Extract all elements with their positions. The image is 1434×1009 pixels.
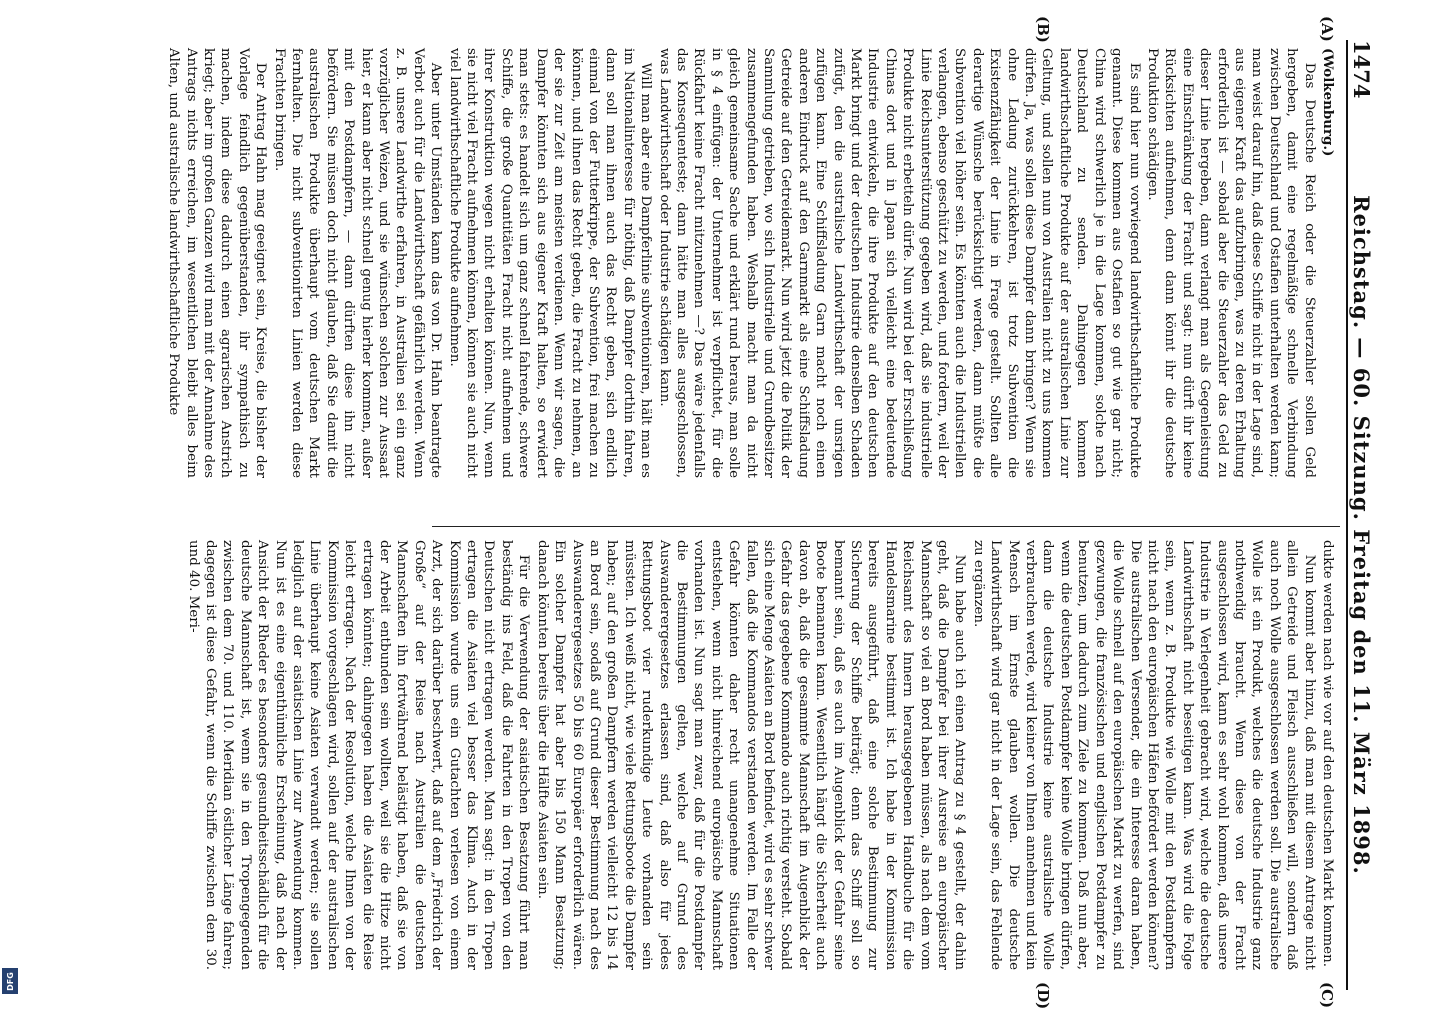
paragraph: Der Antrag Hahn mag geeignet sein, Kreise, die bisher der Vorlage feindlich gegenüberstanden, ihr sympathisch zu machen, indem diese dadurch einen agrarischen Anstrich kriegt; aber im großen Ganzen wird man mit der Annahme des Antrags nichts erreichen, im wesentlichen bleibt alles beim Alten, und australische landwirthschaftliche Produkte <box>166 48 269 478</box>
margin-marker-a: (A) <box>1318 16 1336 42</box>
dfg-logo-text: DFG <box>5 971 15 991</box>
dfg-logo <box>2 968 18 994</box>
paragraph: Aber unter Umständen kann das von Dr. Hahn beantragte Verbot auch für die Landwirthschaft gefährlich werden. Wenn z. B. unsere Landwirthe erfahren, in Australien sei ein ganz vorzüglicher Weizen, und sie wünschen solchen zur Aussaat hier, er kann aber nicht schnell genug hierher kommen, außer mit den Postdampfern, — dann dürften diese ihn nicht befördern. Sie müssen doch nicht glauben, daß Sie damit die australischen Produkte überhaupt vom deutschen Markt fernhalten. Die nicht subventionirten Linien werden diese Frachten bringen. <box>271 48 444 478</box>
paragraph: Das Deutsche Reich oder die Steuerzahler sollen Geld hergeben, damit eine regelmäßige schnelle Verbindung zwischen Deutschland und Ostafien unterhalten werden kann; man weist darauf hin, daß diese Schiffe nicht in der Lage sind, aus eigener Kraft das aufzubringen, was zu deren Erhaltung erforderlich ist — sobald aber die Steuerzahler das Geld zu dieser Linie hergeben, dann verlangt man als Gegenleistung eine Einschränkung der Fracht und sagt: nun dürft ihr keine Rücksichten aufnehmen, denn dann könnt ihr die deutsche Produktion schädigen. <box>1144 48 1317 478</box>
digitization-credit <box>0 0 5 640</box>
margin-marker-c: (C) <box>1318 982 1336 1009</box>
right-column <box>185 540 1336 970</box>
page-header <box>1346 40 1378 990</box>
column-divider <box>432 526 1340 527</box>
paragraph: Nun kommt aber hinzu, daß man mit diesem Antrage nicht allein Getreide und Fleisch ausschließen will, sondern daß auch noch Wolle ausgeschlossen werden soll. Die australische Wolle ist ein Produkt, welches die deutsche Industrie ganz nothwendig braucht. Wenn diese von der Fracht ausgeschlossen wird, kann es sehr wohl kommen, daß unsere Industrie in Verlegenheit gebracht wird, welche die deutsche Landwirthschaft nicht beseitigen kann. Was wird die Folge sein, wenn z. B. Produkte wie Wolle mit den Postdampfern nicht nach den europäischen Häfen befördert werden können? Die australischen Versender, die ein Interesse daran haben, die Wolle schnell auf den europäischen Markt zu werfen, sind gezwungen, die französischen und englischen Postdampfer zu benutzen, um dadurch zum Ziele zu kommen. Daß nun aber, wenn die deutschen Postdampfer keine Wolle bringen dürfen, dann die deutsche Industrie keine australische Wolle verbrauchen werde, wird keiner von Ihnen annehmen und kein Mensch im Ernste glauben wollen. Die deutsche Landwirthschaft wird gar nicht in der Lage sein, das Fehlende zu ergänzen. <box>970 540 1317 970</box>
paragraph: Es sind hier nun vorwiegend landwirthschaftliche Produkte genannt. Diese kommen aus Ostafien so gut wie gar nicht; China wird schwerlich je in die Lage kommen, solche nach Deutschland zu senden. Dahingegen kommen landwirthschaftliche Produkte auf der australischen Linie zur Geltung, und sollen nun von Australien nicht zu uns kommen dürfen. Ja, was sollen diese Dampfer dann bringen? Wenn sie ohne Ladung zurückkehren, ist trotz Subvention die Existenzfähigkeit der Linie in Frage gestellt. Sollten alle derartige Wünsche berücksichtigt werden, dann müßte die Subvention viel höher sein. Es könnten auch die Industriellen verlangen, ebenso geschützt zu werden, und fordern, weil der Linie Reichsunterstützung gegeben wird, daß sie industrielle Produkte nicht erbetteln dürfe. Nun wird bei der Erschließung Chinas dort und in Japan sich vielleicht eine bedeutende Industrie entwickeln, die ihre Produkte auf den deutschen Markt bringt und der deutschen Industrie denselben Schaden zufügt, den die australische Landwirthschaft der unsrigen zufügen kann. Eine Schiffsladung Garn macht noch einen anderen Eindruck auf den Garnmarkt als eine Schiffsladung Getreide auf den Getreidemarkt. Nun wird jetzt die Politik der Sammlung getrieben, wo sich Industrielle und Grundbesitzer zusammengefunden haben. Weshalb macht man da nicht gleich gemeinsame Sache und erklärt rund heraus, man solle in § 4 einfügen: der Unternehmer ist verpflichtet, für die Rückfahrt keine Fracht mitzunehmen —? Das wäre jedenfalls das Konsequenteste; dann hätte man alles ausgeschlossen, was Landwirthschaft oder Industrie schädigen kann. <box>656 48 1142 478</box>
header-title: Reichstag. — 60. Sitzung. Freitag den 11. März 1898. <box>1349 195 1374 875</box>
margin-marker-b: (B) <box>1034 16 1052 43</box>
speaker-label <box>1319 48 1336 478</box>
paragraph: dukte werden nach wie vor auf den deutschen Markt kommen. <box>1320 540 1335 967</box>
paragraph: Nun habe auch ich einen Antrag zu § 4 gestellt, der dahin geht, daß die Dampfer bei ihrer Ausreise an europäischer Mannschaft so viel an Bord haben müssen, als nach dem vom Reichsamt des Innern herausgegebenen Handbuche für die Handelsmarine bestimmt ist. Ich habe in der Kommission bereits ausgeführt, daß eine solche Bestimmung zur Sicherung der Schiffe beiträgt; denn das Schiff soll so bemannt sein, daß es auch im Augenblick der Gefahr seine Boote bemannen kann. Wesentlich hängt die Sicherheit auch davon ab, daß die gesammte Mannschaft im Augenblick der Gefahr das gegebene Kommando auch richtig versteht. Sobald sich eine Menge Asiaten an Bord befindet, wird es sehr schwer fallen, daß die Kommandos verstanden werden. Im Falle der Gefahr könnten daher recht unangenehme Situationen entstehen, wenn nicht hinreichend europäische Mannschaft vorhanden ist. Nun sagt man zwar, daß für die Postdampfer die Bestimmungen gelten, welche auf Grund des Auswanderergesetzes erlassen sind, daß also für jedes Rettungsboot vier ruderkundige Leute vorhanden sein müssten. Ich weiß nicht, wie viele Rettungsboote die Dampfer haben; auf den großen Dampfern werden vielleicht 12 bis 14 an Bord sein, sodaß auf Grund dieser Bestimmung nach des Auswanderergesetzes 50 bis 60 Europäer erforderlich wären. Ein solcher Dampfer hat aber bis 150 Mann Besatzung; danach könnten bereits über die Hälfte Asiaten sein. <box>534 540 968 970</box>
page-number: 1474 <box>1349 40 1374 99</box>
margin-marker-d: (D) <box>1034 982 1052 1009</box>
speaker-name: (Wolkenburg.) <box>1320 48 1336 157</box>
left-column <box>166 48 1336 478</box>
document-page <box>28 16 1378 1009</box>
paragraph: Für die Verwendung der asiatischen Besatzung führt man beständig ins Feld, daß die Fahrten in den Tropen von den Deutschen nicht ertragen werden. Man sagt: in den Tropen ertragen die Asiaten viel besser das Klima. Auch in der Kommission wurde uns ein Gutachten verlesen von einem Arzt, der sich darüber beschwert, daß auf dem „Friedrich der Große“ auf der Reise nach Australien die deutschen Mannschaften ihn fortwährend belästigt haben, daß sie von der Arbeit entbunden sein wollten, weil sie die Hitze nicht ertragen könnten; dahingegen haben die Asiaten die Reise leicht ertragen. Nach der Resolution, welche Ihnen von der Kommission vorgeschlagen wird, sollen auf der australischen Linie überhaupt keine Asiaten verwandt werden; sie sollen lediglich auf der asiatischen Linie zur Anwendung kommen. Nun ist es eine eigenthümliche Erscheinung, daß nach der Ansicht der Rheder es besonders gesundheitsschädlich für die deutsche Mannschaft ist, wenn sie in den Tropengegenden zwischen dem 70. und 110. Meridian östlicher Länge fahren; dagegen ist diese Gefahr, wenn die Schiffe zwischen dem 30. und 40. Meri- <box>185 540 532 970</box>
paragraph: Will man aber eine Dampferlinie subventioniren, hält man es im Nationalinteresse für nöthig, daß Dampfer dorthin fahren, dann soll man ihnen auch das Recht geben, sich endlich einmal von der Futterkrippe, der Subvention, frei machen zu können, und ihnen das Recht geben, die Fracht zu nehmen, an der sie zur Zeit am meisten verdienen. Wenn wir sagen, die Dampfer könnten sich aus eigener Kraft halten, so erwidert man stets: es handelt sich um ganz schnell fahrende, schwere Schiffe, die große Quantitäten Fracht nicht aufnehmen und ihrer Konstruktion wegen nicht erhalten können. Nun, wenn sie nicht viel Fracht aufnehmen können, können sie auch nicht viel landwirthschaftliche Produkte aufnehmen. <box>446 48 654 478</box>
